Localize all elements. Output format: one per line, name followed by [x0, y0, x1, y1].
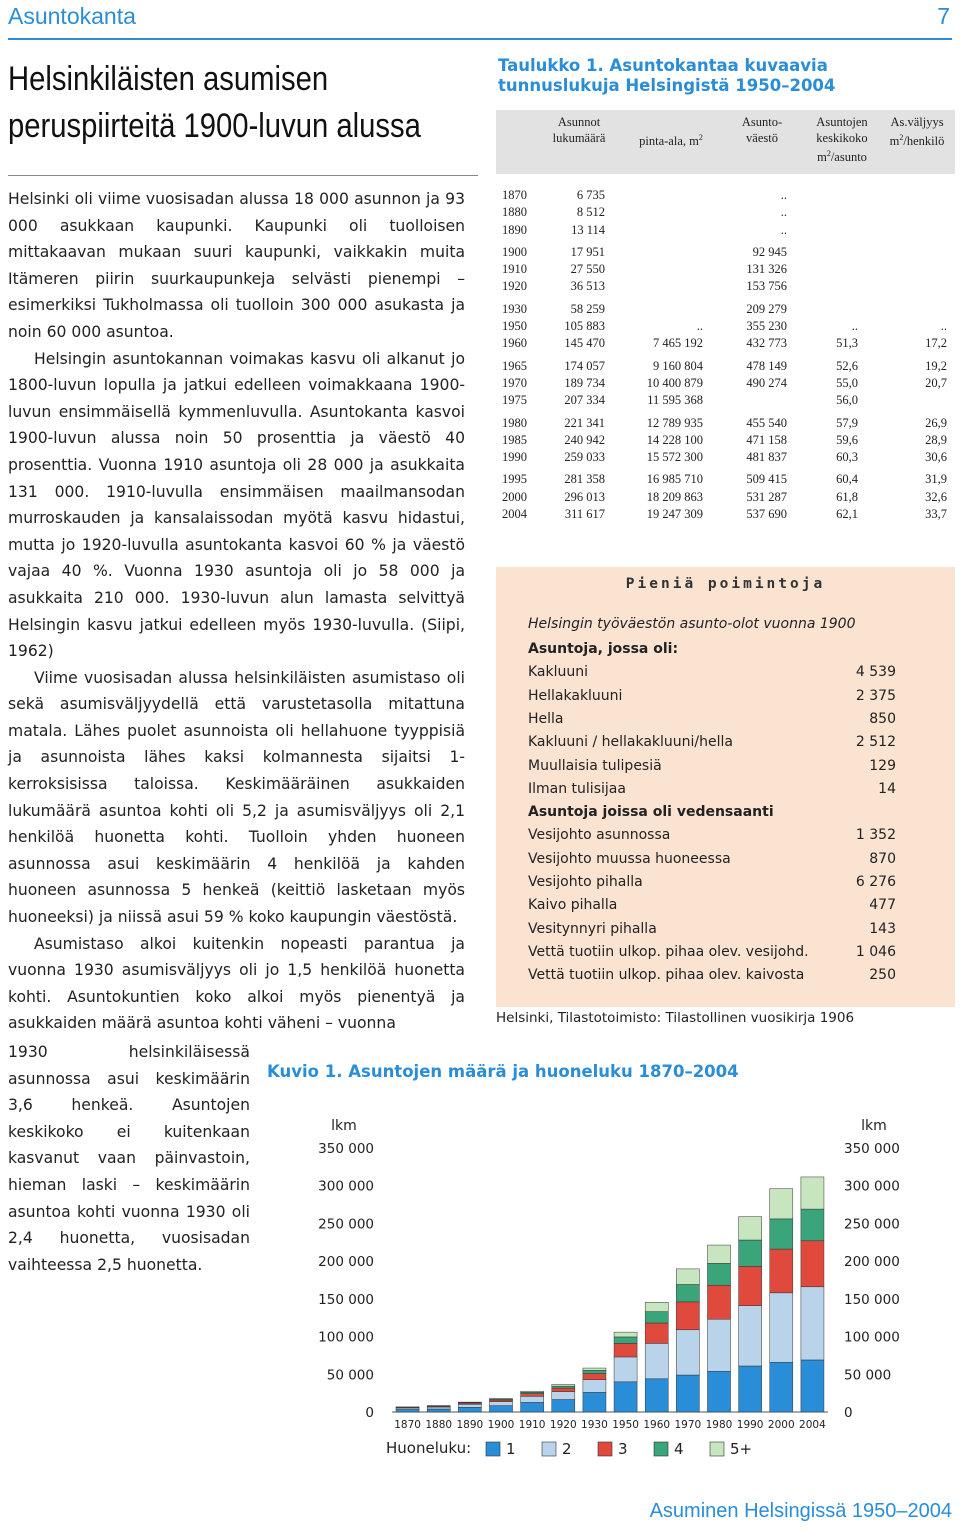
table-row	[496, 279, 955, 296]
info-box-row-label: Vettä tuotiin ulkop. pihaa olev. kaivosta	[528, 967, 805, 984]
bar-segment	[801, 1209, 824, 1241]
x-tick-label: 1910	[518, 1419, 546, 1431]
bar-segment	[583, 1374, 606, 1380]
y-tick-label-right: 200 000	[844, 1254, 900, 1271]
table-cell: 8 512	[576, 205, 605, 220]
table-row-group	[496, 188, 955, 240]
section-title: Asuntokanta	[8, 3, 136, 29]
x-tick-label: 1880	[425, 1419, 453, 1431]
table-cell: 18 209 863	[646, 489, 703, 504]
table-cell: 11 595 368	[647, 393, 703, 408]
info-box-row-value: 250	[869, 967, 896, 984]
table-cell: ..	[780, 205, 787, 220]
table-cell: 259 033	[564, 450, 605, 465]
legend-label: 4	[674, 1440, 684, 1458]
table-cell: 1910	[502, 262, 527, 277]
table-row	[496, 262, 955, 279]
table-cell: 51,3	[836, 336, 858, 351]
table-row	[496, 359, 955, 376]
header-keskikoko: Asuntojen keskikoko $m^2$/asunto	[816, 115, 868, 165]
table-row	[496, 205, 955, 222]
table-row-group	[496, 245, 955, 297]
bar-segment	[739, 1266, 762, 1305]
legend-label: 1	[506, 1440, 516, 1458]
header-pinta-ala: pinta-ala, $m^2$	[639, 133, 703, 149]
info-box-row	[528, 661, 896, 683]
bar-segment	[489, 1406, 512, 1412]
table-cell: 355 230	[746, 319, 787, 334]
info-box-row-label: Asuntoja joissa oli vedensaanti	[528, 804, 774, 821]
table-cell: 1950	[502, 319, 527, 334]
table-title-line-2: tunnuslukuja Helsingistä 1950–2004	[498, 76, 836, 95]
table-cell: 19,2	[925, 358, 947, 373]
table-cell: 32,6	[925, 489, 947, 504]
bar-segment	[614, 1337, 637, 1343]
table-cell: 1930	[502, 301, 527, 316]
table-cell: 1965	[502, 358, 527, 373]
legend-title: Huoneluku:	[386, 1439, 472, 1457]
table-row	[496, 245, 955, 262]
bar-segment	[458, 1407, 481, 1412]
x-tick-label: 1960	[643, 1419, 671, 1431]
title-rule	[8, 175, 478, 176]
table-cell: 1890	[502, 222, 527, 237]
info-box-row-value: 6 276	[855, 874, 896, 890]
bar-segment	[645, 1302, 668, 1311]
table-cell: 311 617	[564, 507, 605, 522]
bar-segment	[770, 1249, 793, 1293]
info-box-row-label: Vesijohto muussa huoneessa	[528, 850, 731, 867]
y-tick-label-right: 50 000	[844, 1367, 892, 1384]
bar-segment	[552, 1400, 575, 1412]
bar-segment	[739, 1217, 762, 1240]
x-tick-label: 1870	[394, 1419, 421, 1431]
info-box-row-value: 870	[869, 850, 896, 867]
bar-segment	[739, 1306, 762, 1366]
bar-segment	[427, 1407, 450, 1409]
bar-segment	[645, 1312, 668, 1323]
info-box-row	[528, 801, 896, 823]
bar-segment	[707, 1285, 730, 1319]
table-cell: 1975	[502, 393, 527, 408]
table-cell: 62,1	[836, 507, 858, 522]
info-box-row-value: 143	[869, 920, 896, 937]
table-cell: 531 287	[746, 489, 787, 504]
table-cell: ..	[851, 319, 858, 334]
x-tick-label: 1900	[487, 1419, 515, 1431]
table-cell: 509 415	[746, 472, 787, 487]
page-title-line-1: Helsinkiläisten asumisen	[8, 60, 329, 98]
table-row-group	[496, 472, 955, 524]
x-tick-label: 1920	[549, 1419, 577, 1431]
bar-segment	[707, 1245, 730, 1263]
info-box-row	[528, 848, 896, 870]
y-tick-label-right: 0	[844, 1405, 853, 1421]
body-text-continued: 1930 helsinkiläisessä asunnossa asui keskimäärin 3,6 henkeä. Asuntojen keskikoko ei kuitenkaan kasvanut vaan päinvastoin, hieman laski – keskimäärin asuntoa kohti vuonna 1930 oli 2,4 huonetta, vuosisadan vaihteessa 2,5 huonetta.	[8, 1043, 250, 1274]
y-tick-label-left: 350 000	[318, 1141, 374, 1157]
table-cell: 7 465 192	[653, 336, 703, 351]
info-box-row	[528, 685, 896, 707]
table-cell: 209 279	[746, 301, 787, 316]
y-tick-label-left: 100 000	[318, 1329, 374, 1346]
bar-segment	[614, 1357, 637, 1382]
table-cell: 478 149	[746, 358, 787, 373]
table-cell: 15 572 300	[646, 450, 703, 465]
x-tick-label: 2000	[767, 1419, 795, 1431]
y-tick-label-left: 200 000	[318, 1254, 374, 1271]
paragraph: Asumistaso alkoi kuitenkin nopeasti parantua ja vuonna 1930 asumisväljyys oli jo 1,5 henkilöä huonetta kohti. Asuntokuntien koko alkoi myös pienentyä ja asukkaiden määrä asuntoa kohti väheni – vuonna	[8, 934, 465, 1033]
y-tick-label-left: 50 000	[326, 1367, 374, 1384]
table-cell: ..	[780, 188, 787, 202]
bar-segment	[458, 1404, 481, 1407]
table-row	[496, 416, 955, 433]
table-cell: 36 513	[570, 279, 605, 294]
table-cell: 33,7	[925, 507, 947, 522]
table-cell: 27 550	[570, 262, 605, 277]
x-tick-label: 1980	[705, 1419, 733, 1431]
table-cell: 174 057	[564, 358, 605, 373]
table-row	[496, 302, 955, 319]
table-row	[496, 188, 955, 205]
table-cell: 1920	[502, 279, 527, 294]
bar-segment	[645, 1343, 668, 1378]
table-cell: 30,6	[925, 450, 947, 465]
info-box-row-label: Muullaisia tulipesiä	[528, 757, 662, 774]
info-box-row	[528, 778, 896, 800]
y-tick-label-right: 100 000	[844, 1329, 900, 1346]
bar-segment	[489, 1402, 512, 1406]
bar-segment	[707, 1371, 730, 1412]
info-box-row	[528, 824, 896, 846]
bar-segment	[739, 1240, 762, 1266]
info-box-row-value: 850	[869, 710, 896, 727]
info-box-row-label: Vettä tuotiin ulkop. pihaa olev. vesijohd.	[528, 943, 809, 960]
info-box-row-value: 1 046	[855, 943, 896, 960]
x-tick-label: 2004	[799, 1419, 826, 1431]
table-cell: 59,6	[836, 432, 858, 447]
table-cell: ..	[696, 319, 703, 334]
table-row-group	[496, 416, 955, 468]
info-box-row-label: Kaivo pihalla	[528, 897, 618, 914]
header-asunnot: Asunnot lukumäärä	[552, 115, 606, 145]
footer-title: Asuminen Helsingissä 1950–2004	[649, 1500, 952, 1522]
bar-segment	[583, 1392, 606, 1412]
bar-segment	[521, 1391, 544, 1392]
table-row	[496, 223, 955, 240]
legend-label: 5+	[730, 1440, 753, 1458]
table-row	[496, 319, 955, 336]
table-cell: 240 942	[564, 432, 605, 447]
table-cell: 189 734	[564, 375, 605, 390]
y-axis-label-left: lkm	[331, 1118, 357, 1134]
bar-segment	[801, 1360, 824, 1412]
table-cell: 17,2	[925, 336, 947, 351]
table-cell: 432 773	[746, 336, 787, 351]
body-text	[8, 186, 465, 1037]
table-title-line-1: Taulukko 1. Asuntokantaa kuvaavia	[498, 56, 828, 75]
table-header	[496, 110, 955, 174]
y-axis-label-right: lkm	[861, 1118, 887, 1134]
table-cell: 1970	[502, 375, 527, 390]
page-title-line-2: peruspiirteitä 1900-luvun alussa	[8, 107, 421, 145]
info-box-row-label: Vesijohto pihalla	[528, 874, 643, 890]
table-cell: 17 951	[570, 244, 605, 259]
table-cell: 12 789 935	[646, 415, 703, 430]
table-cell: 2004	[502, 507, 527, 522]
bar-segment	[552, 1392, 575, 1400]
bar-segment	[521, 1396, 544, 1402]
info-box-row	[528, 964, 896, 986]
table-row	[496, 376, 955, 393]
bar-segment	[707, 1263, 730, 1285]
header-asuntovaesto: Asunto- väestö	[741, 115, 783, 145]
table-cell: 9 160 804	[653, 358, 703, 373]
table-cell: 455 540	[746, 415, 787, 430]
table-cell: 1995	[502, 472, 527, 487]
table-cell: 26,9	[925, 415, 947, 430]
paragraph: Viime vuosisadan alussa helsinkiläisten asumistaso oli sekä asumisväljyydellä että varustetasolla mitattuna matala. Lähes puolet asunnoista oli hellahuone tyyppisiä ja asunnoista lähes kaksi kolmannesta sijaitsi 1-kerroksisissa taloissa. Keskimääräinen asukkaiden lukumäärä asuntoa kohti oli 5,2 ja asumisväljyys oli 2,1 henkilöä huonetta kohti. Tuolloin yhden huoneen asunnossa asui keskimäärin 4 henkilöä ja kahden huoneen asunnossa 5 henkeä (keittiö lasketaan myös huoneeksi) ja niissä asui 59 % koko kaupungin väestöstä.	[8, 668, 465, 927]
table-cell: 31,9	[925, 472, 947, 487]
table-cell: 14 228 100	[646, 432, 703, 447]
table-cell: 58 259	[570, 301, 605, 316]
table-cell: 207 334	[564, 393, 605, 408]
info-box-row	[528, 871, 896, 893]
bar-segment	[583, 1368, 606, 1370]
bar-segment	[583, 1380, 606, 1393]
bar-segment	[676, 1269, 699, 1285]
info-box-row-value: 14	[878, 780, 896, 797]
table-cell: 537 690	[746, 507, 787, 522]
table-cell: 13 114	[571, 222, 605, 237]
page-number: 7	[937, 3, 950, 29]
info-box-row	[528, 755, 896, 777]
table-cell: 61,8	[836, 489, 858, 504]
table-row	[496, 490, 955, 507]
info-box-row	[528, 708, 896, 730]
bar-segment	[489, 1398, 512, 1399]
x-tick-label: 1890	[456, 1419, 484, 1431]
table-cell: ..	[940, 319, 947, 334]
table-cell: 10 400 879	[646, 375, 703, 390]
info-box-row-label: Asuntoja, jossa oli:	[528, 641, 679, 657]
y-tick-label-right: 350 000	[844, 1141, 900, 1157]
table-cell: 19 247 309	[646, 507, 703, 522]
chart-title: Kuvio 1. Asuntojen määrä ja huoneluku 1870–2004	[267, 1062, 739, 1081]
page-title	[8, 56, 421, 150]
table-cell: 1985	[502, 432, 527, 447]
bar-segment	[770, 1293, 793, 1362]
legend-swatch	[542, 1442, 556, 1456]
y-tick-label-left: 0	[365, 1405, 374, 1421]
bar-segment	[770, 1362, 793, 1412]
bar-segment	[614, 1343, 637, 1357]
bar-segment	[614, 1332, 637, 1337]
info-box-row-label: Hellakakluuni	[528, 687, 623, 704]
header-asumisvaljyys: As.väljyys $m^2$/henkilö	[889, 115, 945, 149]
table-cell: 1990	[502, 450, 527, 465]
table-cell: 57,9	[836, 415, 858, 430]
bar-segment	[801, 1287, 824, 1360]
table-cell: 6 735	[576, 188, 605, 202]
info-box-row	[528, 731, 896, 753]
info-box-row-value: 2 512	[855, 734, 896, 751]
table-cell: 2000	[502, 489, 527, 504]
info-box-title: Pieniä poimintoja	[625, 576, 826, 592]
table-cell: 20,7	[925, 375, 947, 390]
table-row	[496, 472, 955, 489]
bar-segment	[770, 1189, 793, 1219]
x-tick-label: 1970	[674, 1419, 702, 1431]
info-box-row-value: 129	[869, 757, 896, 774]
table-title	[498, 56, 835, 96]
table-cell: 92 945	[752, 244, 787, 259]
table-cell: 1960	[502, 336, 527, 351]
bar-segment	[552, 1388, 575, 1392]
bar-segment	[427, 1409, 450, 1412]
table-cell: 1870	[502, 188, 527, 202]
info-box-row-label: Kakluuni	[528, 664, 589, 681]
bar-segment	[645, 1379, 668, 1412]
table-cell: 16 985 710	[646, 472, 703, 487]
bar-segment	[676, 1285, 699, 1302]
bar-segment	[676, 1375, 699, 1412]
table-cell: 60,3	[836, 450, 858, 465]
bar-segment	[552, 1384, 575, 1386]
y-tick-label-right: 300 000	[844, 1178, 900, 1195]
table-cell: 131 326	[746, 262, 787, 277]
legend-swatch	[486, 1442, 500, 1456]
bar-segment	[676, 1302, 699, 1330]
bar-segment	[676, 1330, 699, 1375]
table-row-group	[496, 302, 955, 354]
table-cell: 281 358	[564, 472, 605, 487]
y-tick-label-left: 300 000	[318, 1178, 374, 1195]
legend-label: 3	[618, 1440, 628, 1458]
table-cell: 56,0	[836, 393, 858, 408]
table-cell: 221 341	[564, 415, 605, 430]
table-row	[496, 393, 955, 410]
table-cell: 296 013	[564, 489, 605, 504]
info-box-row	[528, 638, 896, 660]
info-box-row-value: 477	[869, 897, 896, 914]
table-cell: 55,0	[836, 375, 858, 390]
legend-swatch	[710, 1442, 724, 1456]
bar-segment	[770, 1219, 793, 1249]
bar-segment	[396, 1410, 419, 1412]
bar-segment	[521, 1402, 544, 1412]
table-row	[496, 450, 955, 467]
bar-segment	[739, 1366, 762, 1412]
x-tick-label: 1950	[612, 1419, 639, 1431]
table-cell: 481 837	[746, 450, 787, 465]
table-row	[496, 336, 955, 353]
table-cell: 28,9	[925, 432, 947, 447]
info-box-row	[528, 941, 896, 963]
table-cell: 490 274	[746, 375, 787, 390]
info-box-source: Helsinki, Tilastotoimisto: Tilastollinen vuosikirja 1906	[496, 1010, 855, 1026]
table-cell: 1980	[502, 415, 527, 430]
header-rule	[8, 38, 952, 40]
table-body	[496, 188, 955, 529]
info-box-row-label: Ilman tulisijaa	[528, 780, 626, 797]
paragraph: Helsinki oli viime vuosisadan alussa 18 000 asunnon ja 93 000 asukkaan kaupunki. Kaupunki oli tuolloisen mittakaavan mukaan suuri kaupunki, vaikkakin muita Itämeren piirin suurkaupunkeja selvästi pienempi – esimerkiksi Tukholmassa oli tuolloin 300 000 asukasta ja noin 60 000 asuntoa.	[8, 190, 465, 341]
table-row	[496, 507, 955, 524]
info-box-row-value: 4 539	[855, 664, 896, 681]
chart	[260, 1110, 920, 1470]
x-tick-label: 1930	[581, 1419, 608, 1431]
bar-segment	[707, 1319, 730, 1371]
info-box-row	[528, 894, 896, 916]
info-box-row-value: 1 352	[855, 827, 896, 844]
table-cell: 60,4	[836, 472, 858, 487]
bar-segment	[645, 1323, 668, 1343]
info-box-row-value: 2 375	[855, 687, 896, 704]
table-cell: ..	[780, 222, 787, 237]
table-cell: 471 158	[746, 432, 787, 447]
table-cell: 1900	[502, 244, 527, 259]
legend-swatch	[654, 1442, 668, 1456]
y-tick-label-left: 150 000	[318, 1291, 374, 1308]
info-box-row-label: Vesijohto asunnossa	[528, 827, 671, 844]
info-box-subtitle: Helsingin työväestön asunto-olot vuonna 1900	[528, 616, 856, 632]
y-tick-label-right: 150 000	[844, 1291, 900, 1308]
table-cell: 52,6	[836, 358, 858, 373]
table-cell: 1880	[502, 205, 527, 220]
table-row	[496, 433, 955, 450]
table-cell: 153 756	[746, 279, 787, 294]
info-box-row-label: Kakluuni / hellakakluuni/hella	[528, 734, 733, 751]
bar-segment	[521, 1394, 544, 1397]
bar-segment	[552, 1386, 575, 1388]
info-box-row-label: Hella	[528, 710, 564, 727]
info-box-row-label: Vesitynnyri pihalla	[528, 920, 657, 937]
y-tick-label-left: 250 000	[318, 1216, 374, 1233]
x-tick-label: 1990	[736, 1419, 764, 1431]
info-box-row	[528, 918, 896, 940]
bar-segment	[801, 1241, 824, 1287]
table-cell: 145 470	[564, 336, 605, 351]
table-row-group	[496, 359, 955, 411]
table-cell: 105 883	[564, 319, 605, 334]
bar-segment	[583, 1370, 606, 1373]
paragraph: Helsingin asuntokannan voimakas kasvu oli alkanut jo 1800-luvun lopulla ja jatkui edelleen voimakkaana 1900-luvun ensimmäisellä kymmenluvulla. Asuntokanta kasvoi 1900-luvun alussa noin 50 prosenttia ja väestö 40 prosenttia. Vuonna 1910 asuntoja oli 28 000 ja asukkaita 131 000. 1910-luvulla ensimmäisen maailmansodan murroskauden ja kansalaissodan myötä kasvu hidastui, mutta jo 1920-luvulla asuntokanta kasvoi 60 % ja väestö vajaa 40 %. Vuonna 1930 asuntoja oli jo 58 000 ja asukkaita 210 000. 1930-luvun alun lamasta selvittyä Helsingin kasvu jatkui edelleen myös 1930-luvulla. (Siipi, 1962)	[8, 349, 465, 661]
bar-segment	[801, 1177, 824, 1209]
bar-segment	[614, 1382, 637, 1412]
y-tick-label-right: 250 000	[844, 1216, 900, 1233]
legend-label: 2	[562, 1440, 572, 1458]
legend-swatch	[598, 1442, 612, 1456]
